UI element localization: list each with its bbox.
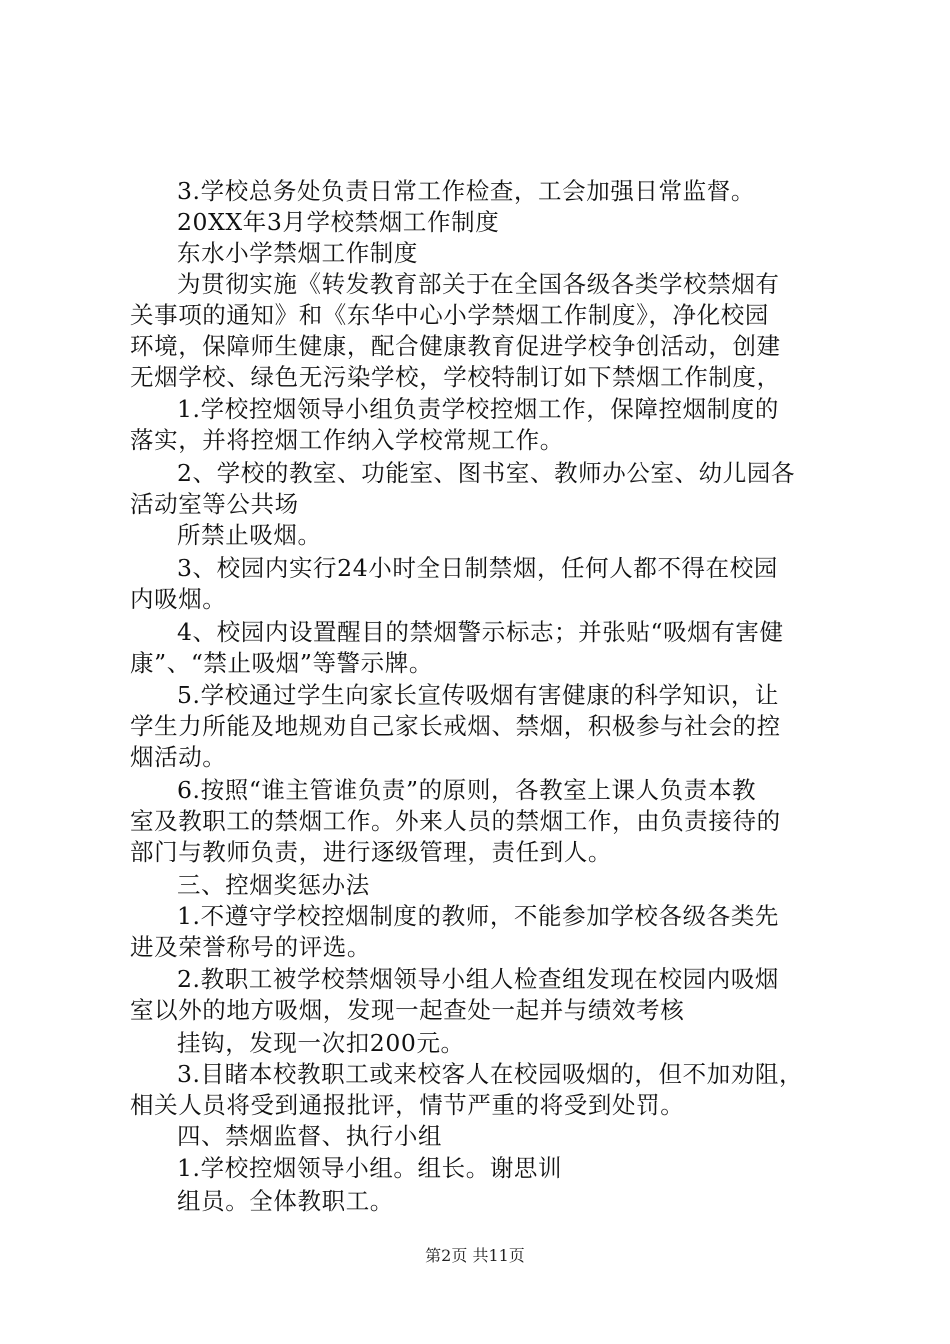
paragraph-line: 20XX年3月学校禁烟工作制度 (177, 208, 500, 236)
paragraph-line: 所禁止吸烟。 (177, 521, 322, 549)
paragraph-line: 为贯彻实施《转发教育部关于在全国各级各类学校禁烟有 (177, 270, 780, 298)
paragraph-line: 无烟学校、绿色无污染学校，学校特制订如下禁烟工作制度， (130, 363, 781, 391)
paragraph-line: 康”、“禁止吸烟”等警示牌。 (130, 649, 433, 677)
paragraph-line: 3、校园内实行24小时全日制禁烟，任何人都不得在校园 (177, 554, 778, 582)
paragraph-line: 环境，保障师生健康，配合健康教育促进学校争创活动，创建 (130, 332, 781, 360)
paragraph-line: 室及教职工的禁烟工作。外来人员的禁烟工作，由负责接待的 (130, 807, 781, 835)
paragraph-line: 内吸烟。 (130, 585, 227, 613)
paragraph-line: 组员。全体教职工。 (177, 1187, 394, 1215)
paragraph-line: 关事项的通知》和《东华中心小学禁烟工作制度》，净化校园 (130, 301, 769, 329)
paragraph-line: 挂钩，发现一次扣200元。 (177, 1029, 465, 1057)
paragraph-line: 室以外的地方吸烟，发现一起查处一起并与绩效考核 (130, 996, 685, 1024)
paragraph-line: 相关人员将受到通报批评，情节严重的将受到处罚。 (130, 1091, 685, 1119)
paragraph-line: 2、学校的教室、功能室、图书室、教师办公室、幼儿园各 (177, 459, 796, 487)
paragraph-line: 落实，并将控烟工作纳入学校常规工作。 (130, 426, 564, 454)
paragraph-line: 1.学校控烟领导小组。组长。谢思训 (177, 1154, 563, 1182)
paragraph-line: 学生力所能及地规劝自己家长戒烟、禁烟，积极参与社会的控 (130, 712, 781, 740)
paragraph-line: 1.学校控烟领导小组负责学校控烟工作，保障控烟制度的 (177, 395, 780, 423)
paragraph-line: 6.按照“谁主管谁负责”的原则，各教室上课人负责本教 (177, 776, 757, 804)
paragraph-line: 进及荣誉称号的评选。 (130, 933, 371, 961)
paragraph-line: 1.不遵守学校控烟制度的教师，不能参加学校各级各类先 (177, 902, 780, 930)
paragraph-line: 东水小学禁烟工作制度 (177, 239, 418, 267)
paragraph-line: 2.教职工被学校禁烟领导小组人检查组发现在校园内吸烟 (177, 965, 780, 993)
page-footer: 第2页 共11页 (425, 1246, 525, 1265)
paragraph-line: 5.学校通过学生向家长宣传吸烟有害健康的科学知识，让 (177, 681, 780, 709)
paragraph-line: 4、校园内设置醒目的禁烟警示标志；并张贴“吸烟有害健 (177, 618, 784, 646)
paragraph-line: 3.目睹本校教职工或来校客人在校园吸烟的，但不加劝阻， (177, 1060, 804, 1088)
paragraph-line: 3.学校总务处负责日常工作检查，工会加强日常监督。 (177, 177, 755, 205)
paragraph-line: 三、控烟奖惩办法 (177, 871, 370, 899)
paragraph-line: 烟活动。 (130, 743, 227, 771)
paragraph-line: 四、禁烟监督、执行小组 (177, 1122, 443, 1150)
paragraph-line: 活动室等公共场 (130, 490, 299, 518)
paragraph-line: 部门与教师负责，进行逐级管理，责任到人。 (130, 838, 612, 866)
